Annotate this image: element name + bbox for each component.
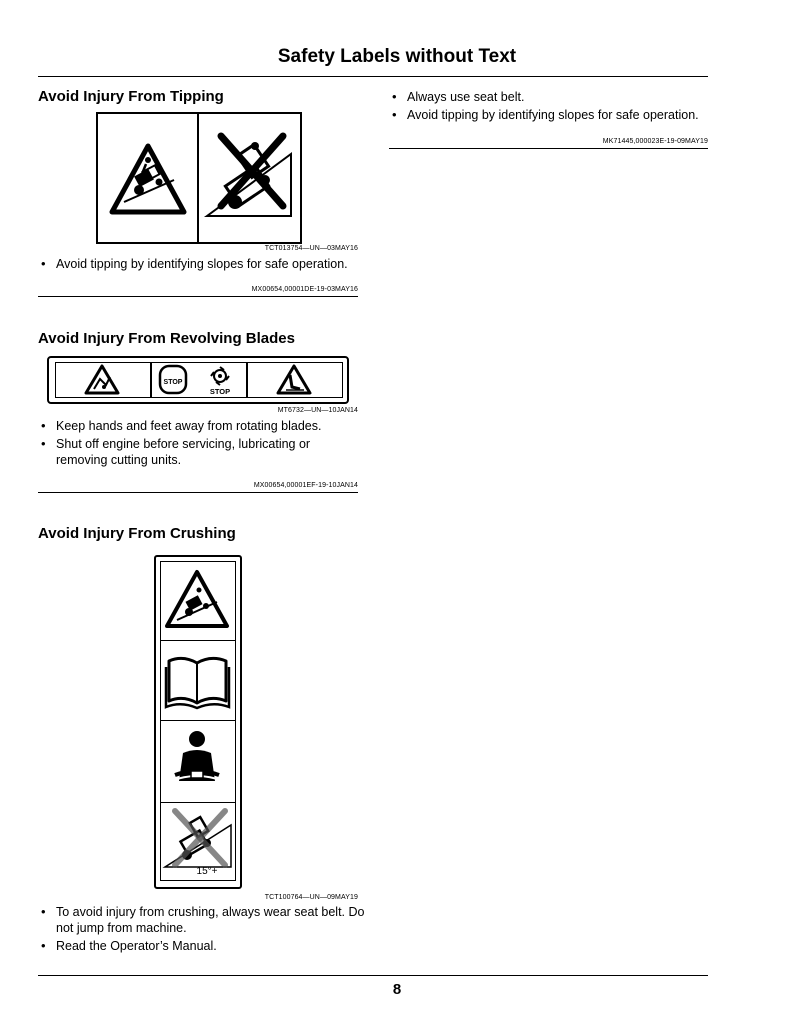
page-title: Safety Labels without Text bbox=[277, 46, 517, 67]
section-rule-tipping bbox=[38, 296, 358, 297]
doc-code-tipping: MX00654,00001DE-19-03MAY16 bbox=[251, 286, 358, 293]
section-heading-revolving-blades: Avoid Injury From Revolving Blades bbox=[38, 330, 295, 347]
list-item: • Avoid tipping by identifying slopes for safe operation. bbox=[389, 107, 719, 123]
section-rule-revolving-blades bbox=[38, 492, 358, 493]
bullet-list-tipping bbox=[38, 256, 368, 274]
slope-angle-label: 15°+ bbox=[196, 866, 218, 877]
page-number: 8 bbox=[392, 981, 402, 998]
list-item: • Shut off engine before servicing, lubricating or removing cutting units. bbox=[38, 436, 338, 468]
bullet-list-crushing bbox=[38, 904, 368, 956]
list-item: • Avoid tipping by identifying slopes for safe operation. bbox=[38, 256, 368, 272]
revolving-blades-safety-label bbox=[47, 356, 349, 404]
figure-code-tipping: TCT013754—UN—03MAY16 bbox=[264, 245, 358, 252]
figure-code-crushing: TCT100764—UN—09MAY19 bbox=[264, 894, 358, 901]
stop-engine-icon bbox=[151, 362, 247, 398]
section-heading-crushing: Avoid Injury From Crushing bbox=[38, 525, 236, 542]
stop-label-1: STOP bbox=[163, 379, 183, 386]
seat-belt-icon bbox=[160, 721, 236, 803]
list-item: • Always use seat belt. bbox=[389, 89, 719, 105]
foot-cut-warning-icon bbox=[247, 362, 343, 398]
tipping-safety-label bbox=[96, 112, 302, 244]
bullet-list-revolving-blades bbox=[38, 418, 338, 470]
bullet-list-right-column bbox=[389, 89, 719, 125]
section-rule-right-column bbox=[389, 148, 708, 149]
figure-code-revolving-blades: MT6732—UN—10JAN14 bbox=[277, 407, 358, 414]
stop-label-2: STOP bbox=[209, 387, 231, 396]
list-item: • Read the Operator’s Manual. bbox=[38, 938, 368, 954]
rotating-blade-icon bbox=[211, 367, 229, 385]
read-manual-icon bbox=[160, 641, 236, 721]
hand-cut-warning-icon bbox=[55, 362, 151, 398]
footer-rule bbox=[38, 975, 708, 976]
tipping-warning-icon bbox=[160, 561, 236, 641]
no-slope-operation-icon bbox=[160, 803, 236, 881]
list-item: • To avoid injury from crushing, always wear seat belt. Do not jump from machine. bbox=[38, 904, 368, 936]
section-heading-tipping: Avoid Injury From Tipping bbox=[38, 88, 224, 105]
crushing-safety-label bbox=[154, 555, 242, 889]
list-item: • Keep hands and feet away from rotating blades. bbox=[38, 418, 338, 434]
doc-code-revolving-blades: MX00654,00001EF-19-10JAN14 bbox=[253, 482, 358, 489]
doc-code-right-column: MK71445,000023E-19-09MAY19 bbox=[602, 138, 708, 145]
tipping-warning-icon bbox=[98, 114, 199, 242]
no-slope-operation-icon bbox=[199, 114, 300, 242]
title-rule bbox=[38, 76, 708, 77]
